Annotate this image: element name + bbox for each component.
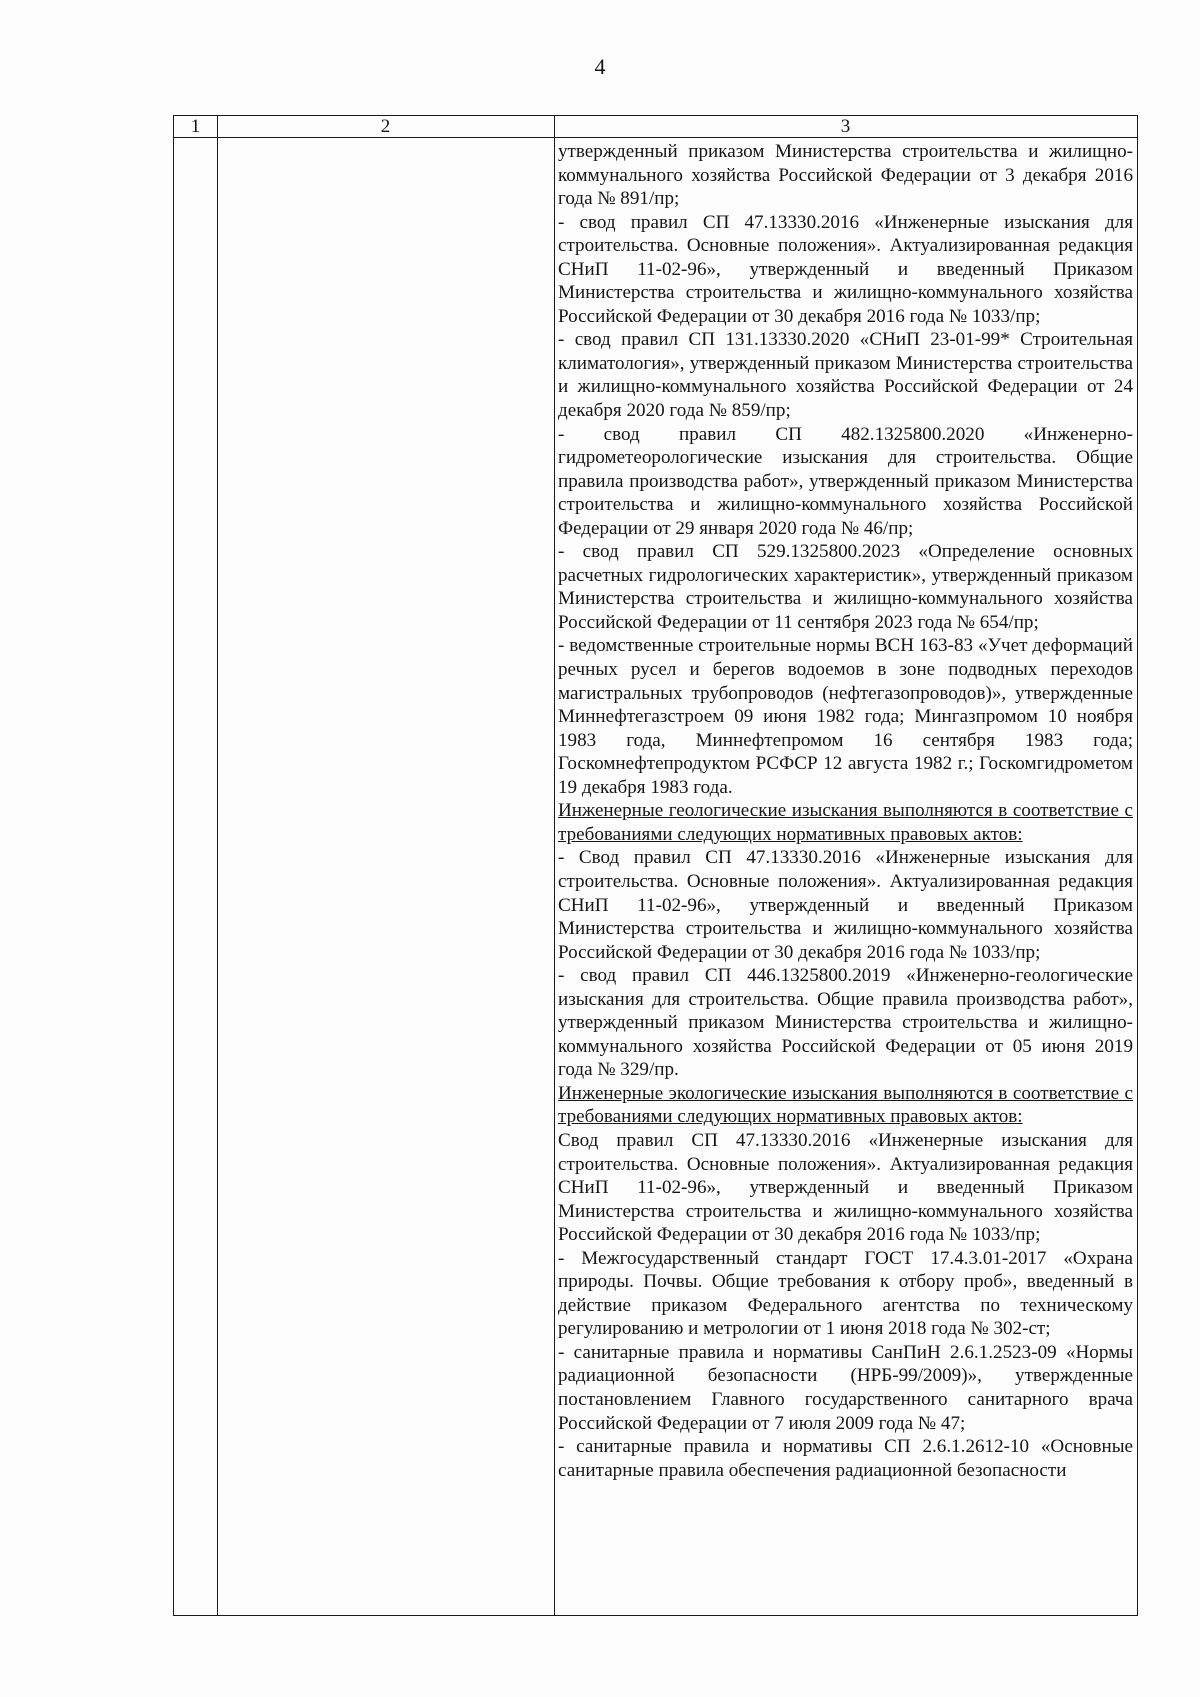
column-header-1: 1	[190, 116, 201, 137]
column-3-content	[558, 140, 1133, 1482]
paragraph: - свод правил СП 482.1325800.2020 «Инженерно-гидрометеорологические изыскания для строительства. Общие правила производства работ», утвержденный приказом Министерства строительства и жилищно-коммунального хозяйства Российской Федерации от 29 января 2020 года № 46/пр;	[558, 423, 1133, 539]
paragraph: утвержденный приказом Министерства строительства и жилищно-коммунального хозяйства Российской Федерации от 3 декабря 2016 года № 891/пр;	[558, 141, 1133, 210]
column-divider-2	[554, 116, 555, 1615]
header-row-divider	[174, 137, 1137, 138]
paragraph: - Межгосударственный стандарт ГОСТ 17.4.3.01-2017 «Охрана природы. Почвы. Общие требования к отбору проб», введенный в действие приказом Федерального агентства по техническому регулированию и метрологии от 1 июня 2018 года № 302-ст;	[558, 1247, 1133, 1340]
column-header-2: 2	[380, 116, 391, 137]
paragraph: - Свод правил СП 47.13330.2016 «Инженерные изыскания для строительства. Основные положения». Актуализированная редакция СНиП 11-02-96», утвержденный и введенный Приказом Министерства строительства и жилищно-коммунального хозяйства Российской Федерации от 30 декабря 2016 года № 1033/пр;	[558, 847, 1133, 963]
column-header-3: 3	[840, 116, 851, 137]
page-number: 4	[594, 54, 606, 79]
paragraph: Свод правил СП 47.13330.2016 «Инженерные изыскания для строительства. Основные положения». Актуализированная редакция СНиП 11-02-96», утвержденный и введенный Приказом Министерства строительства и жилищно-коммунального хозяйства Российской Федерации от 30 декабря 2016 года № 1033/пр;	[558, 1129, 1133, 1246]
section-heading-geological: Инженерные геологические изыскания выполняются в соответствие с требованиями следующих нормативных правовых актов:	[558, 800, 1133, 845]
paragraph: - свод правил СП 529.1325800.2023 «Определение основных расчетных гидрологических характеристик», утвержденный приказом Министерства строительства и жилищно-коммунального хозяйства Российской Федерации от 11 сентября 2023 года № 654/пр;	[558, 541, 1133, 633]
paragraph: - ведомственные строительные нормы ВСН 163-83 «Учет деформаций речных русел и берегов водоемов в зоне подводных переходов магистральных трубопроводов (нефтегазопроводов)», утвержденные Миннефтегазстроем 09 июня 1982 года; Мингазпромом 10 ноября 1983 года, Миннефтепромом 16 сентября 1983 года; Госкомнефтепродуктом РСФСР 12 августа 1982 г.; Госкомгидрометом 19 декабря 1983 года.	[558, 635, 1133, 798]
paragraph: - санитарные правила и нормативы СП 2.6.1.2612-10 «Основные санитарные правила обеспечения радиационной безопасности	[558, 1436, 1133, 1481]
paragraph: - свод правил СП 131.13330.2020 «СНиП 23-01-99* Строительная климатология», утвержденный приказом Министерства строительства и жилищно-коммунального хозяйства Российской Федерации от 24 декабря 2020 года № 859/пр;	[558, 329, 1133, 422]
column-divider-1	[217, 116, 218, 1615]
document-table	[173, 115, 1138, 1616]
paragraph: - свод правил СП 47.13330.2016 «Инженерные изыскания для строительства. Основные положения». Актуализированная редакция СНиП 11-02-96», утвержденный и введенный Приказом Министерства строительства и жилищно-коммунального хозяйства Российской Федерации от 30 декабря 2016 года № 1033/пр;	[558, 211, 1133, 327]
paragraph: - санитарные правила и нормативы СанПиН 2.6.1.2523-09 «Нормы радиационной безопасности (НРБ-99/2009)», утвержденные постановлением Главного государственного санитарного врача Российской Федерации от 7 июля 2009 года № 47;	[558, 1341, 1133, 1434]
section-heading-ecological: Инженерные экологические изыскания выполняются в соответствие с требованиями следующих нормативных правовых актов:	[558, 1082, 1133, 1128]
paragraph: - свод правил СП 446.1325800.2019 «Инженерно-геологические изыскания для строительства. Общие правила производства работ», утвержденный приказом Министерства строительства и жилищно-коммунального хозяйства Российской Федерации от 05 июня 2019 года № 329/пр.	[558, 965, 1133, 1081]
